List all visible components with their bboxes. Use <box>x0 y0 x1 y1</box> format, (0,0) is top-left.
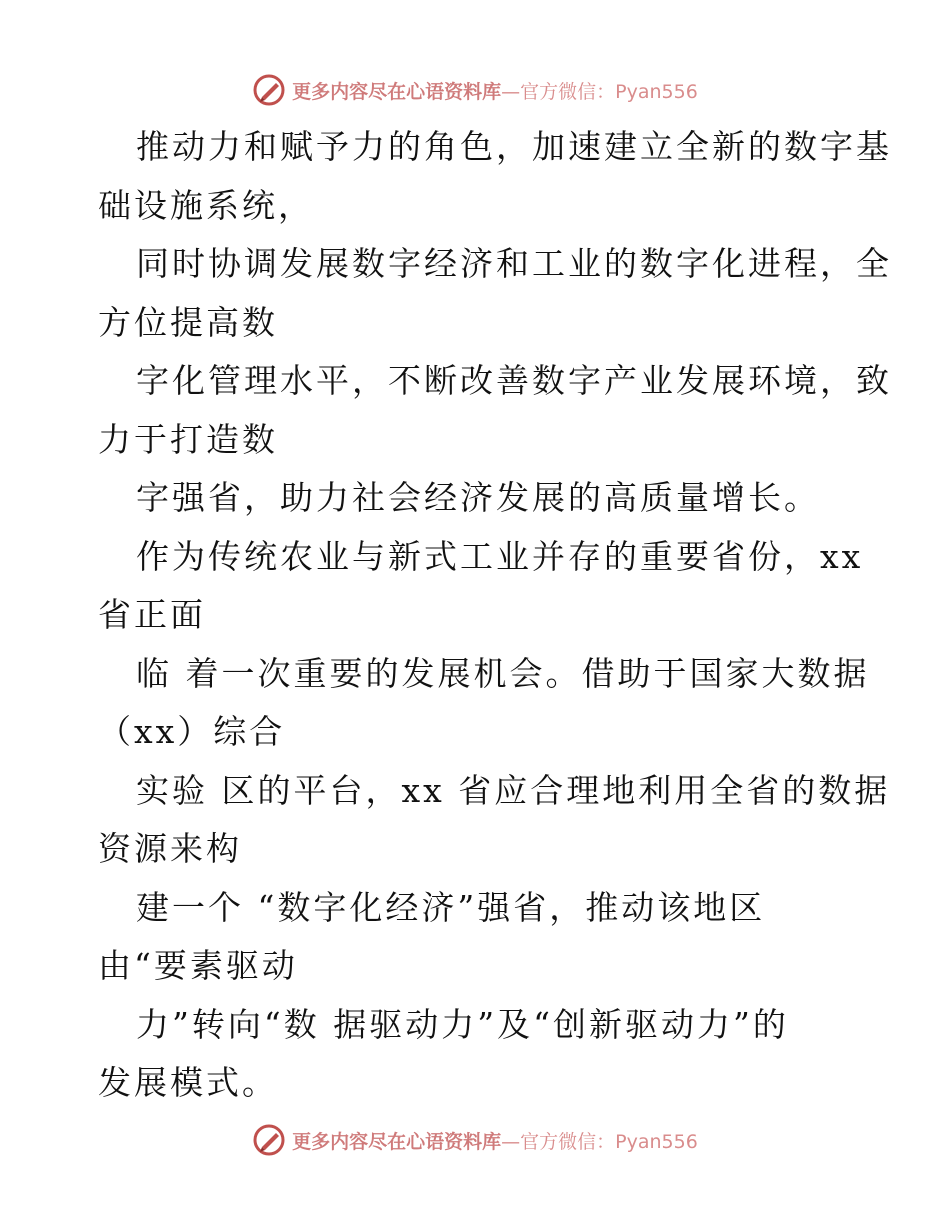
watermark-main: 更多内容尽在心语资料库 <box>292 80 502 103</box>
text-line: 字化管理水平，不断改善数字产业发展环境，致 <box>136 361 892 400</box>
text-line: 发展模式。 <box>98 1063 278 1102</box>
text-line: 础设施系统， <box>98 185 314 225</box>
text-line: 字强省，助力社会经济发展的高质量增长。 <box>136 478 820 517</box>
watermark-dash: — <box>501 80 521 103</box>
footer-watermark <box>0 1120 950 1160</box>
watermark-dash: — <box>501 1130 521 1153</box>
text-line: 实验 区的平台，xx 省应合理地利用全省的数据 <box>136 770 891 810</box>
watermark-text <box>292 1127 698 1154</box>
pen-logo-icon <box>252 73 286 107</box>
watermark-text <box>292 77 698 104</box>
text-line: 建一个 “数字化经济”强省，推动该地区 <box>136 887 766 927</box>
text-line: 资源来构 <box>98 829 242 868</box>
text-line: 省正面 <box>98 595 206 634</box>
text-line: 作为传统农业与新式工业并存的重要省份，xx <box>136 536 864 576</box>
text-line: 力于打造数 <box>98 419 278 459</box>
text-line: 力”转向“数 据驱动力”及“创新驱动力”的 <box>136 1004 789 1044</box>
watermark-suffix: 官方微信：Pyan556 <box>520 1130 698 1153</box>
watermark-main: 更多内容尽在心语资料库 <box>292 1130 502 1153</box>
pen-logo-icon <box>252 1123 286 1157</box>
document-body <box>98 118 892 1113</box>
text-line: 同时协调发展数字经济和工业的数字化进程，全 <box>136 244 892 283</box>
text-line: 推动力和赋予力的角色，加速建立全新的数字基 <box>136 127 892 166</box>
text-line: 临 着一次重要的发展机会。借助于国家大数据 <box>136 653 870 693</box>
watermark-suffix: 官方微信：Pyan556 <box>520 80 698 103</box>
text-line: （xx）综合 <box>98 712 286 751</box>
text-line: 由“要素驱动 <box>98 946 298 985</box>
text-line: 方位提高数 <box>98 302 278 342</box>
header-watermark <box>0 70 950 110</box>
